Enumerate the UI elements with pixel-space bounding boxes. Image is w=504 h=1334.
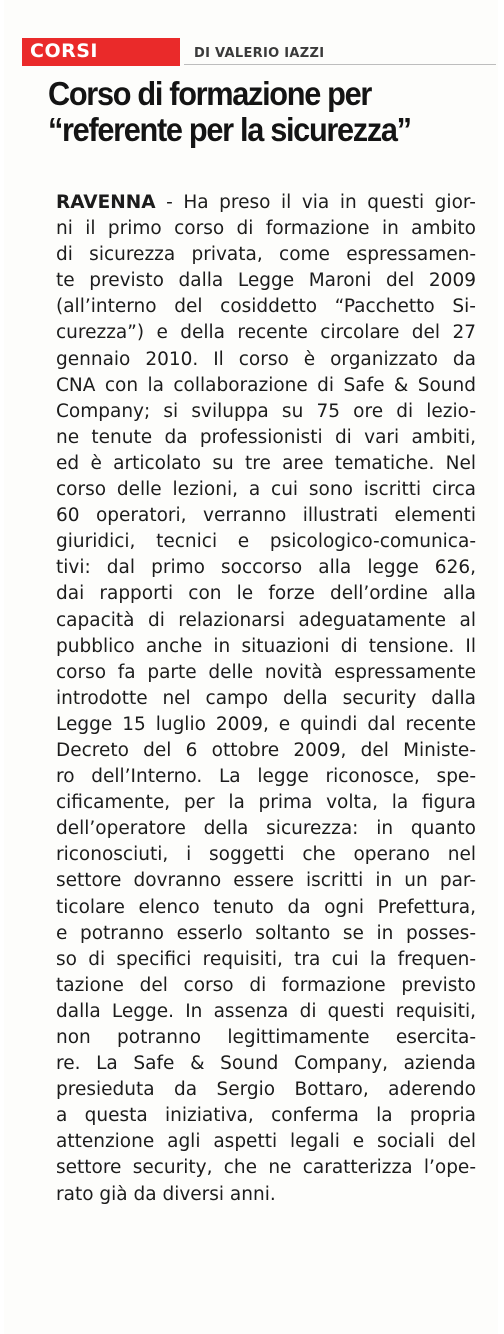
body-line: ticolare elenco tenuto da ogni Prefettura, xyxy=(56,896,476,918)
section-label: CORSI xyxy=(30,40,98,62)
body-line: tivi: dal primo soccorso alla legge 626, xyxy=(56,557,476,579)
body-line: 60 operatori, verranno illustrati elementi xyxy=(56,505,476,527)
body-line: dalla Legge. In assenza di questi requisiti, xyxy=(56,1000,476,1022)
byline-divider xyxy=(184,64,496,65)
body-line: gennaio 2010. Il corso è organizzato da xyxy=(56,348,476,370)
body-line: te previsto dalla Legge Maroni del 2009 xyxy=(56,270,476,292)
headline-line: Corso di formazione per xyxy=(48,75,372,112)
headline xyxy=(48,76,439,148)
byline: DI VALERIO IAZZI xyxy=(194,46,325,61)
body-first-line xyxy=(56,190,476,216)
body-line: corso delle lezioni, a cui sono iscritti circa xyxy=(56,479,476,501)
body-line: rato già da diversi anni. xyxy=(56,1183,276,1205)
body-line: Decreto del 6 ottobre 2009, del Ministe- xyxy=(56,739,476,761)
body-line: di sicurezza privata, come espressamen- xyxy=(56,244,476,266)
body-line: presieduta da Sergio Bottaro, aderendo xyxy=(56,1079,476,1101)
body-first-line-text: - Ha preso il via in questi gior- xyxy=(155,192,476,213)
body-line: introdotte nel campo della security dalla xyxy=(56,687,476,709)
body-line: a questa iniziativa, conferma la propria xyxy=(56,1105,476,1127)
body-line: dell’operatore della sicurezza: in quanto xyxy=(56,818,476,840)
body-line: settore security, che ne caratterizza l’ope- xyxy=(56,1157,476,1179)
body-line: tazione del corso di formazione previsto xyxy=(56,974,476,996)
body-line: curezza”) e della recente circolare del 27 xyxy=(56,322,476,344)
body-line: dai rapporti con le forze dell’ordine alla xyxy=(56,583,476,605)
body-line: e potranno esserlo soltanto se in posses- xyxy=(56,922,476,944)
body-line: re. La Safe & Sound Company, azienda xyxy=(56,1053,476,1075)
section-tag xyxy=(22,38,180,66)
article-body xyxy=(56,190,476,1208)
body-line: so di specifici requisiti, tra cui la frequen- xyxy=(56,948,476,970)
body-line: (all’interno del cosiddetto “Pacchetto Si- xyxy=(56,296,476,318)
body-line: capacità di relazionarsi adeguatamente al xyxy=(56,609,476,631)
body-line: corso fa parte delle novità espressamente xyxy=(56,661,476,683)
body-line: giuridici, tecnici e psicologico-comunica- xyxy=(56,531,476,553)
body-line: ni il primo corso di formazione in ambito xyxy=(56,218,476,240)
dateline: RAVENNA xyxy=(56,192,156,213)
headline-line: “referente per la sicurezza” xyxy=(48,111,411,148)
body-line: Company; si sviluppa su 75 ore di lezio- xyxy=(56,400,476,422)
body-line: Legge 15 luglio 2009, e quindi dal recente xyxy=(56,713,476,735)
body-line: pubblico anche in situazioni di tensione. Il xyxy=(56,635,476,657)
article-header xyxy=(22,38,496,66)
body-line: attenzione agli aspetti legali e sociali del xyxy=(56,1131,476,1153)
body-line: non potranno legittimamente esercita- xyxy=(56,1027,476,1048)
article-page xyxy=(4,0,498,1334)
body-line: riconosciuti, i soggetti che operano nel xyxy=(56,844,476,866)
body-line: settore dovranno essere iscritti in un par- xyxy=(56,870,476,892)
body-line: ne tenute da professionisti di vari ambiti, xyxy=(56,426,476,448)
body-line: cificamente, per la prima volta, la figura xyxy=(56,792,476,814)
body-line: ro dell’Interno. La legge riconosce, spe- xyxy=(56,766,476,788)
body-line: CNA con la collaborazione di Safe & Sound xyxy=(56,374,476,396)
body-line: ed è articolato su tre aree tematiche. Nel xyxy=(56,452,476,474)
